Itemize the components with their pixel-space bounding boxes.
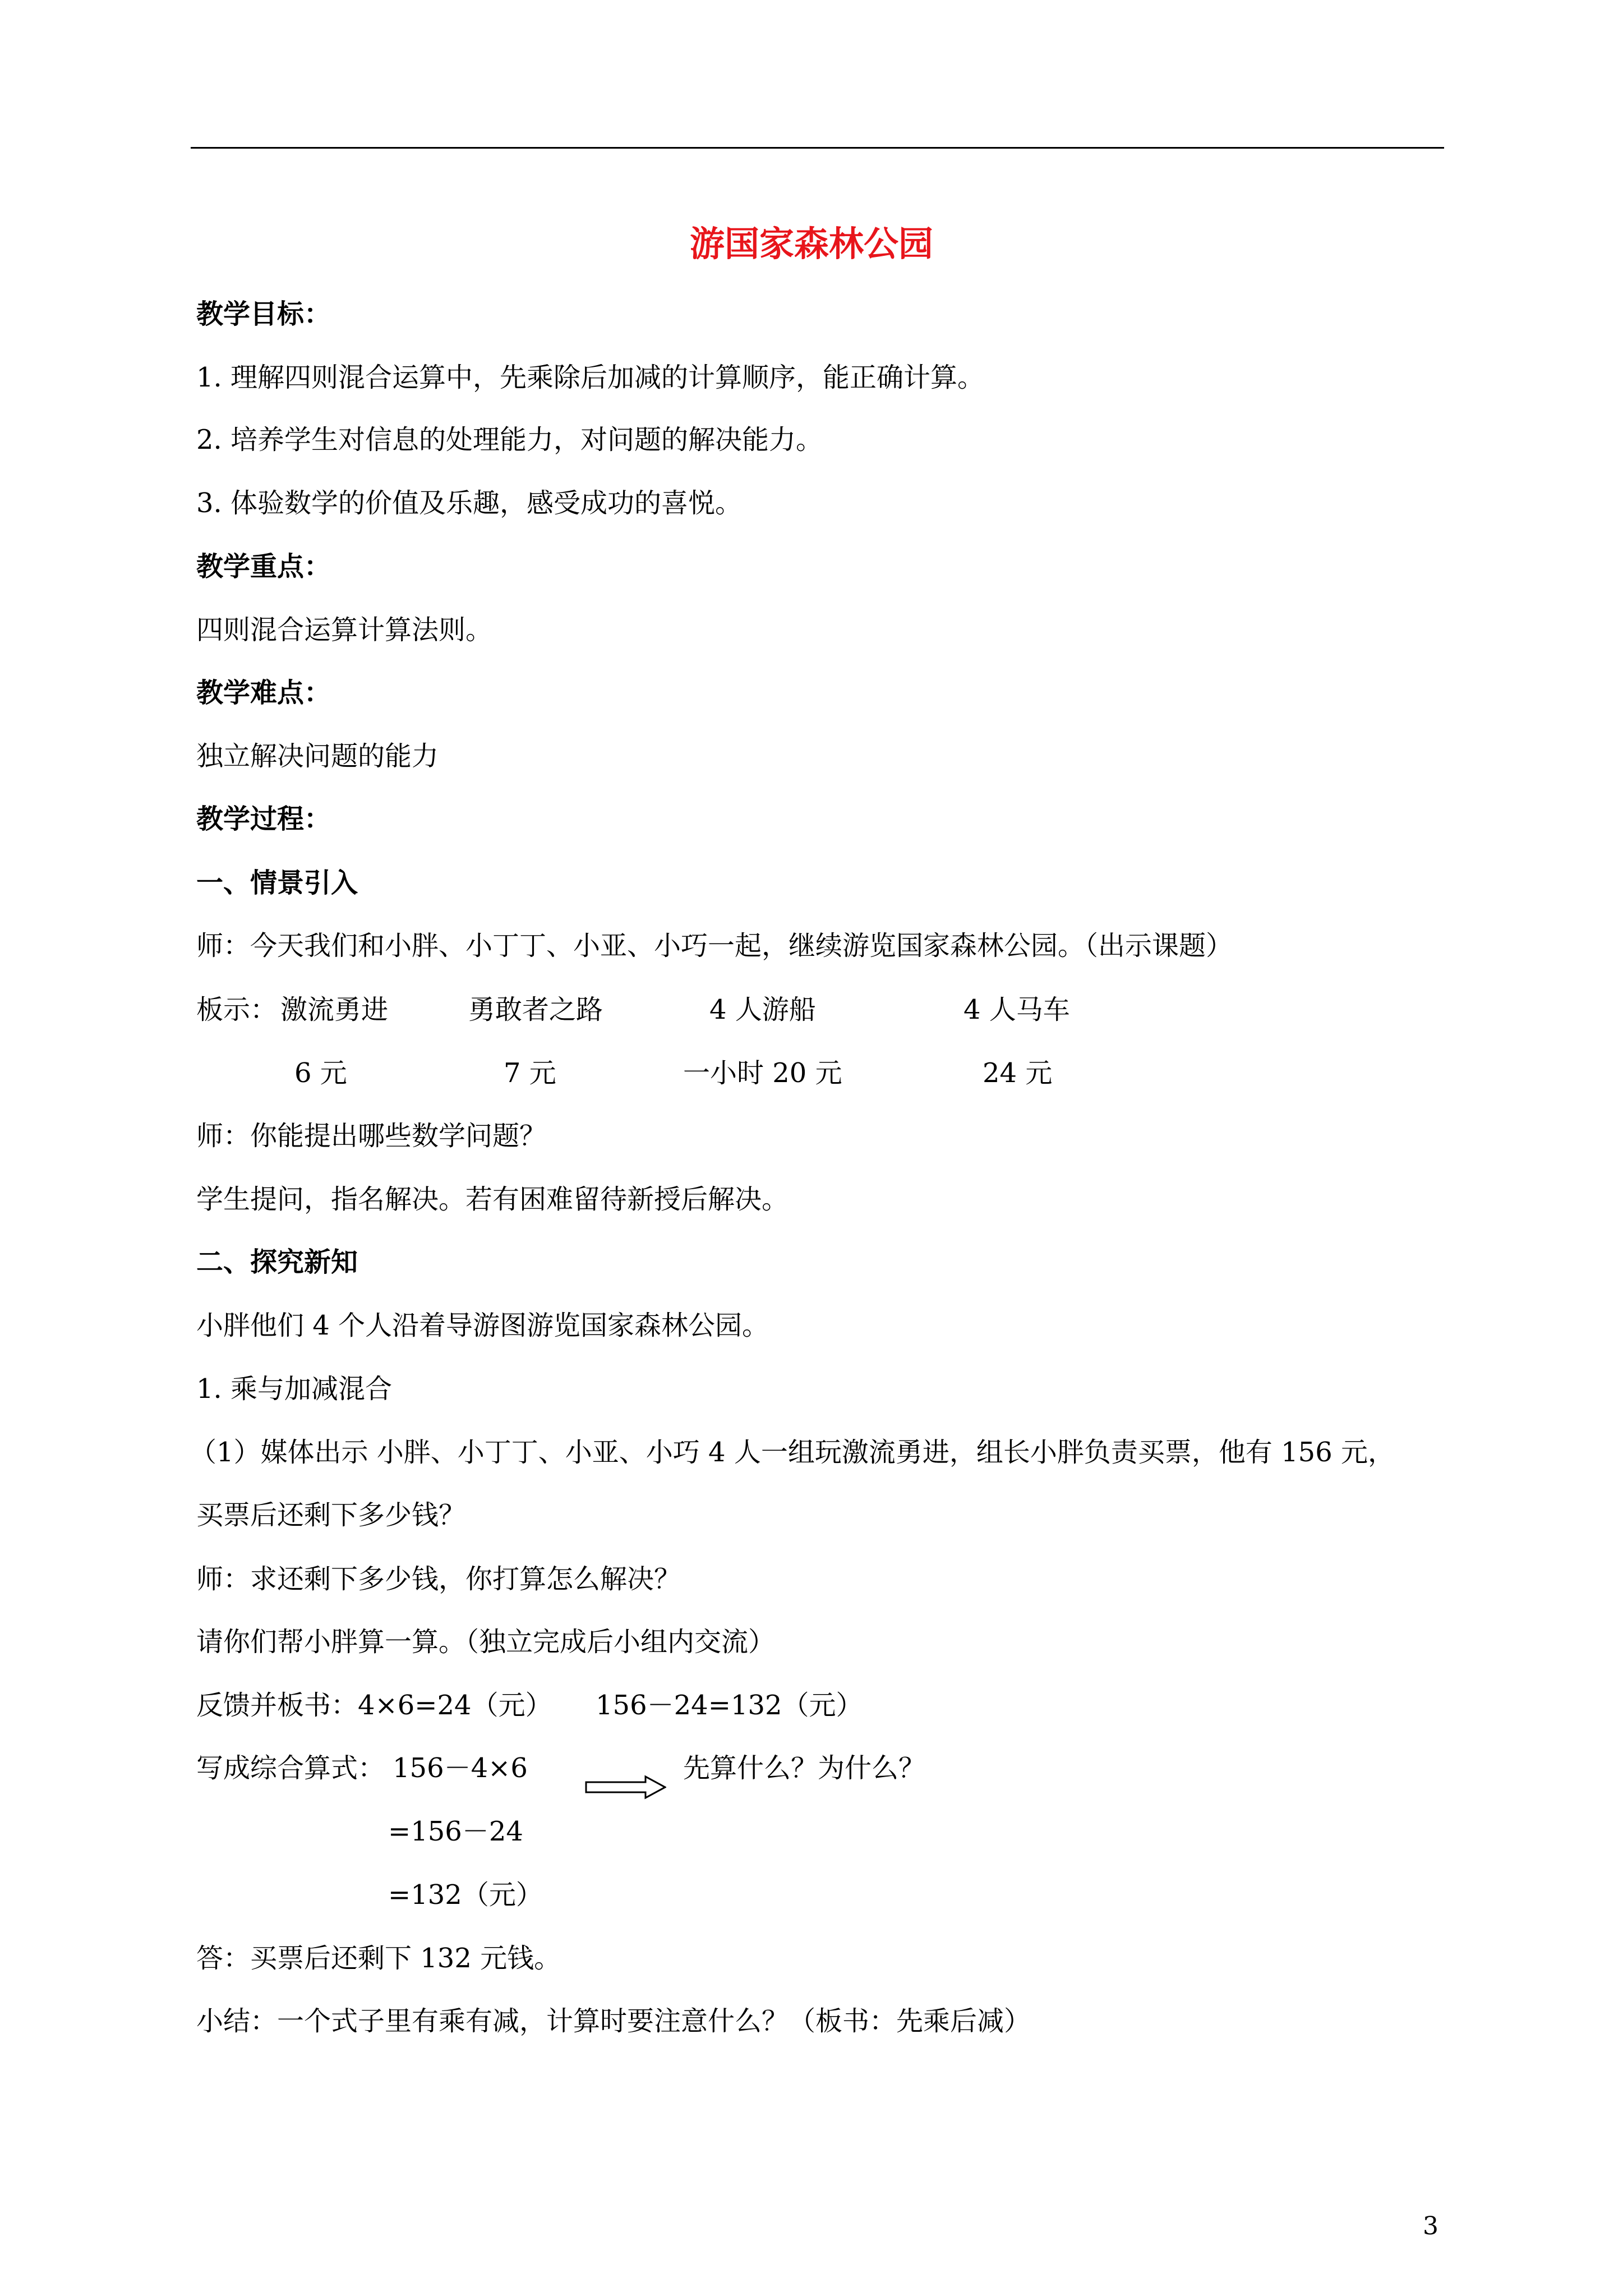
board-price: 24 元: [983, 1057, 1053, 1089]
media-line: （1）媒体出示 小胖、小丁丁、小亚、小巧 4 人一组玩激流勇进，组长小胖负责买票，他有 156 元，: [190, 1437, 1395, 1468]
question-line: 师：你能提出哪些数学问题？: [196, 1120, 547, 1152]
board-price: 一小时 20 元: [683, 1057, 842, 1089]
objective-item: 1. 理解四则混合运算中，先乘除后加减的计算顺序，能正确计算。: [196, 362, 985, 393]
calc-step: =156－24: [388, 1816, 523, 1847]
summary-line: 小结：一个式子里有乘有减，计算时要注意什么？（板书：先乘后减）: [196, 2005, 1031, 2037]
section2-intro: 小胖他们 4 个人沿着导游图游览国家森林公园。: [196, 1310, 769, 1341]
page-title: 游国家森林公园: [689, 223, 933, 264]
board-item: 勇敢者之路: [468, 994, 603, 1025]
combined-label: 写成综合算式：: [196, 1752, 385, 1784]
board-item: 4 人马车: [963, 994, 1070, 1025]
difficulty-heading: 教学难点：: [196, 677, 331, 708]
board-price: 7 元: [504, 1057, 556, 1089]
combined-expression: 156－4×6: [393, 1752, 528, 1784]
feedback-label: 反馈并板书：: [196, 1690, 358, 1721]
key-text: 四则混合运算计算法则。: [196, 614, 493, 646]
page-number: 3: [1423, 2212, 1438, 2240]
difficulty-text: 独立解决问题的能力: [196, 740, 439, 772]
answer-line: 答：买票后还剩下 132 元钱。: [196, 1943, 561, 1974]
teacher-question: 师：求还剩下多少钱，你打算怎么解决？: [196, 1563, 681, 1595]
intro-line: 师：今天我们和小胖、小丁丁、小亚、小巧一起，继续游览国家森林公园。（出示课题）: [196, 930, 1233, 961]
board-label: 板示：: [196, 994, 278, 1025]
calc-prompt: 请你们帮小胖算一算。（独立完成后小组内交流）: [196, 1626, 776, 1658]
board-item: 激流勇进: [280, 994, 389, 1025]
section1-heading: 一、情景引入: [196, 867, 358, 899]
objective-item: 2. 培养学生对信息的处理能力，对问题的解决能力。: [196, 424, 823, 455]
feedback-equation: 4×6=24（元）: [358, 1690, 552, 1721]
objectives-heading: 教学目标：: [196, 298, 331, 330]
right-arrow-icon: [585, 1774, 666, 1800]
header-rule: [191, 147, 1444, 149]
board-item: 4 人游船: [709, 994, 816, 1025]
subsection-title: 1. 乘与加减混合: [196, 1373, 393, 1405]
arrow-question: 先算什么？为什么？: [683, 1752, 926, 1784]
calc-step: =132（元）: [388, 1879, 543, 1911]
media-line: 买票后还剩下多少钱？: [196, 1499, 466, 1531]
process-heading: 教学过程：: [196, 803, 331, 835]
key-heading: 教学重点：: [196, 551, 331, 582]
feedback-equation: 156－24=132（元）: [596, 1690, 863, 1721]
board-price: 6 元: [294, 1057, 347, 1089]
question-line: 学生提问，指名解决。若有困难留待新授后解决。: [196, 1184, 789, 1215]
objective-item: 3. 体验数学的价值及乐趣，感受成功的喜悦。: [196, 487, 743, 519]
section2-heading: 二、探究新知: [196, 1246, 358, 1278]
